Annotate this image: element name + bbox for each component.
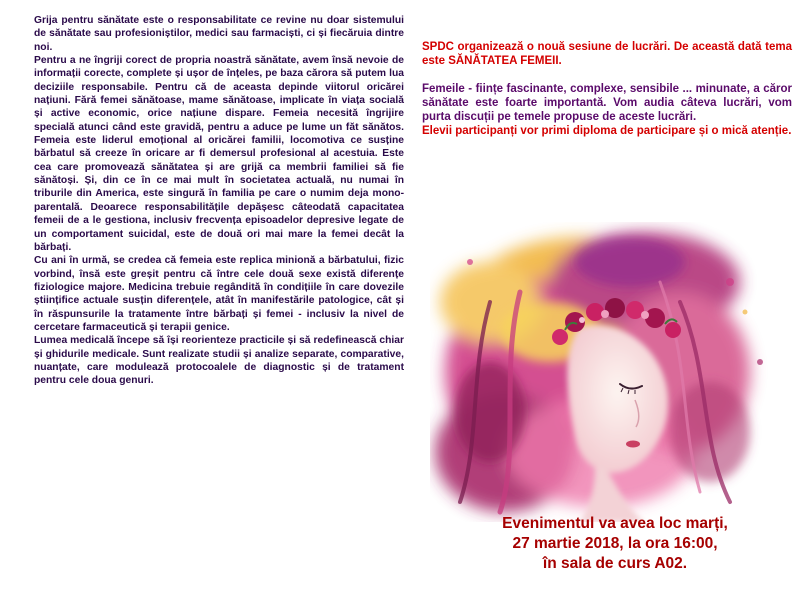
paragraph-4: Lumea medicală începe să își reorienteze practicile și să redefinească chiar și ghidurile medicale. Sunt realizate studii și analize separate, comparative, nuanțate, care modulează protocoalele de diagnostic și de tratament pentru cele doua genuri.	[34, 335, 404, 387]
paragraph-2: Pentru a ne îngriji corect de propria noastră sănătate, avem însă nevoie de informații corecte, complete și ușor de înțeles, pe baza cărora să putem lua deciziile responsabile. Pentru că de aceasta depinde viitorul oricărei națiuni. Fără femei sănătoase, mame sănătoase, implicate în viața socială și active economic, orice națiune dispare. Femeia necesită îngrijire specială atunci când este gravidă, pentru a aduce pe lume un făt sănătos. Femeia este liderul emoțional al oricărei familii, locomotiva ce susține bărbatul să creeze în oricare ar fi demersul profesional al acestuia. Este cea care promovează sănătatea și are grijă ca membrii familiei să fie sănătoși. Și, din ce în ce mai mult în societatea actuală, nu numai în triburile din America, este singură în familia pe care o numim deja mono-parentală. Deoarece responsabilitățile depășesc câteodată capacitatea femeii de a le gestiona, inclusiv frecvența episoadelor depresive legate de un comportament suicidal, este de două ori mai mare la femei decât la bărbați.	[34, 55, 404, 253]
event-details	[430, 514, 800, 574]
woman-watercolor-illustration	[430, 222, 790, 522]
announcement-description: Femeile - ființe fascinante, complexe, sensibile ... minunate, a căror sănătate este foarte importantă. Vom audia câteva lucrări, vom purta discuții pe temele propuse de aceste lucrări.	[422, 83, 792, 123]
paragraph-1: Grija pentru sănătate este o responsabilitate ce revine nu doar sistemului de sănătate sau profesioniștilor, medici sau farmaciști, ci și fiecăruia dintre noi.	[34, 15, 404, 53]
event-line-2: 27 martie 2018, la ora 16:00,	[512, 535, 718, 552]
event-line-1: Evenimentul va avea loc marți,	[502, 515, 728, 532]
spacer	[422, 68, 792, 82]
event-line-3: în sala de curs A02.	[542, 555, 688, 572]
paragraph-3: Cu ani în urmă, se credea că femeia este replica minionă a bărbatului, fizic vorbind, însă este greșit pentru că între cele două sexe există diferențe fiziologice majore. Medicina trebuie regândită în condițiile în care dovezile științifice actuale susțin diferențele, atât în manifestările patologice, cât și în răspunsurile la tratamente între bărbați și femei - inclusiv la nivel de cercetare farmaceutică și terapii genice.	[34, 255, 404, 333]
announcement-participants: Elevii participanți vor primi diploma de participare și o mică atenție.	[422, 125, 792, 137]
announcement	[422, 40, 792, 138]
article-text	[34, 14, 404, 388]
announcement-title: SPDC organizează o nouă sesiune de lucrări. De această dată tema este SĂNĂTATEA FEMEII.	[422, 41, 792, 67]
